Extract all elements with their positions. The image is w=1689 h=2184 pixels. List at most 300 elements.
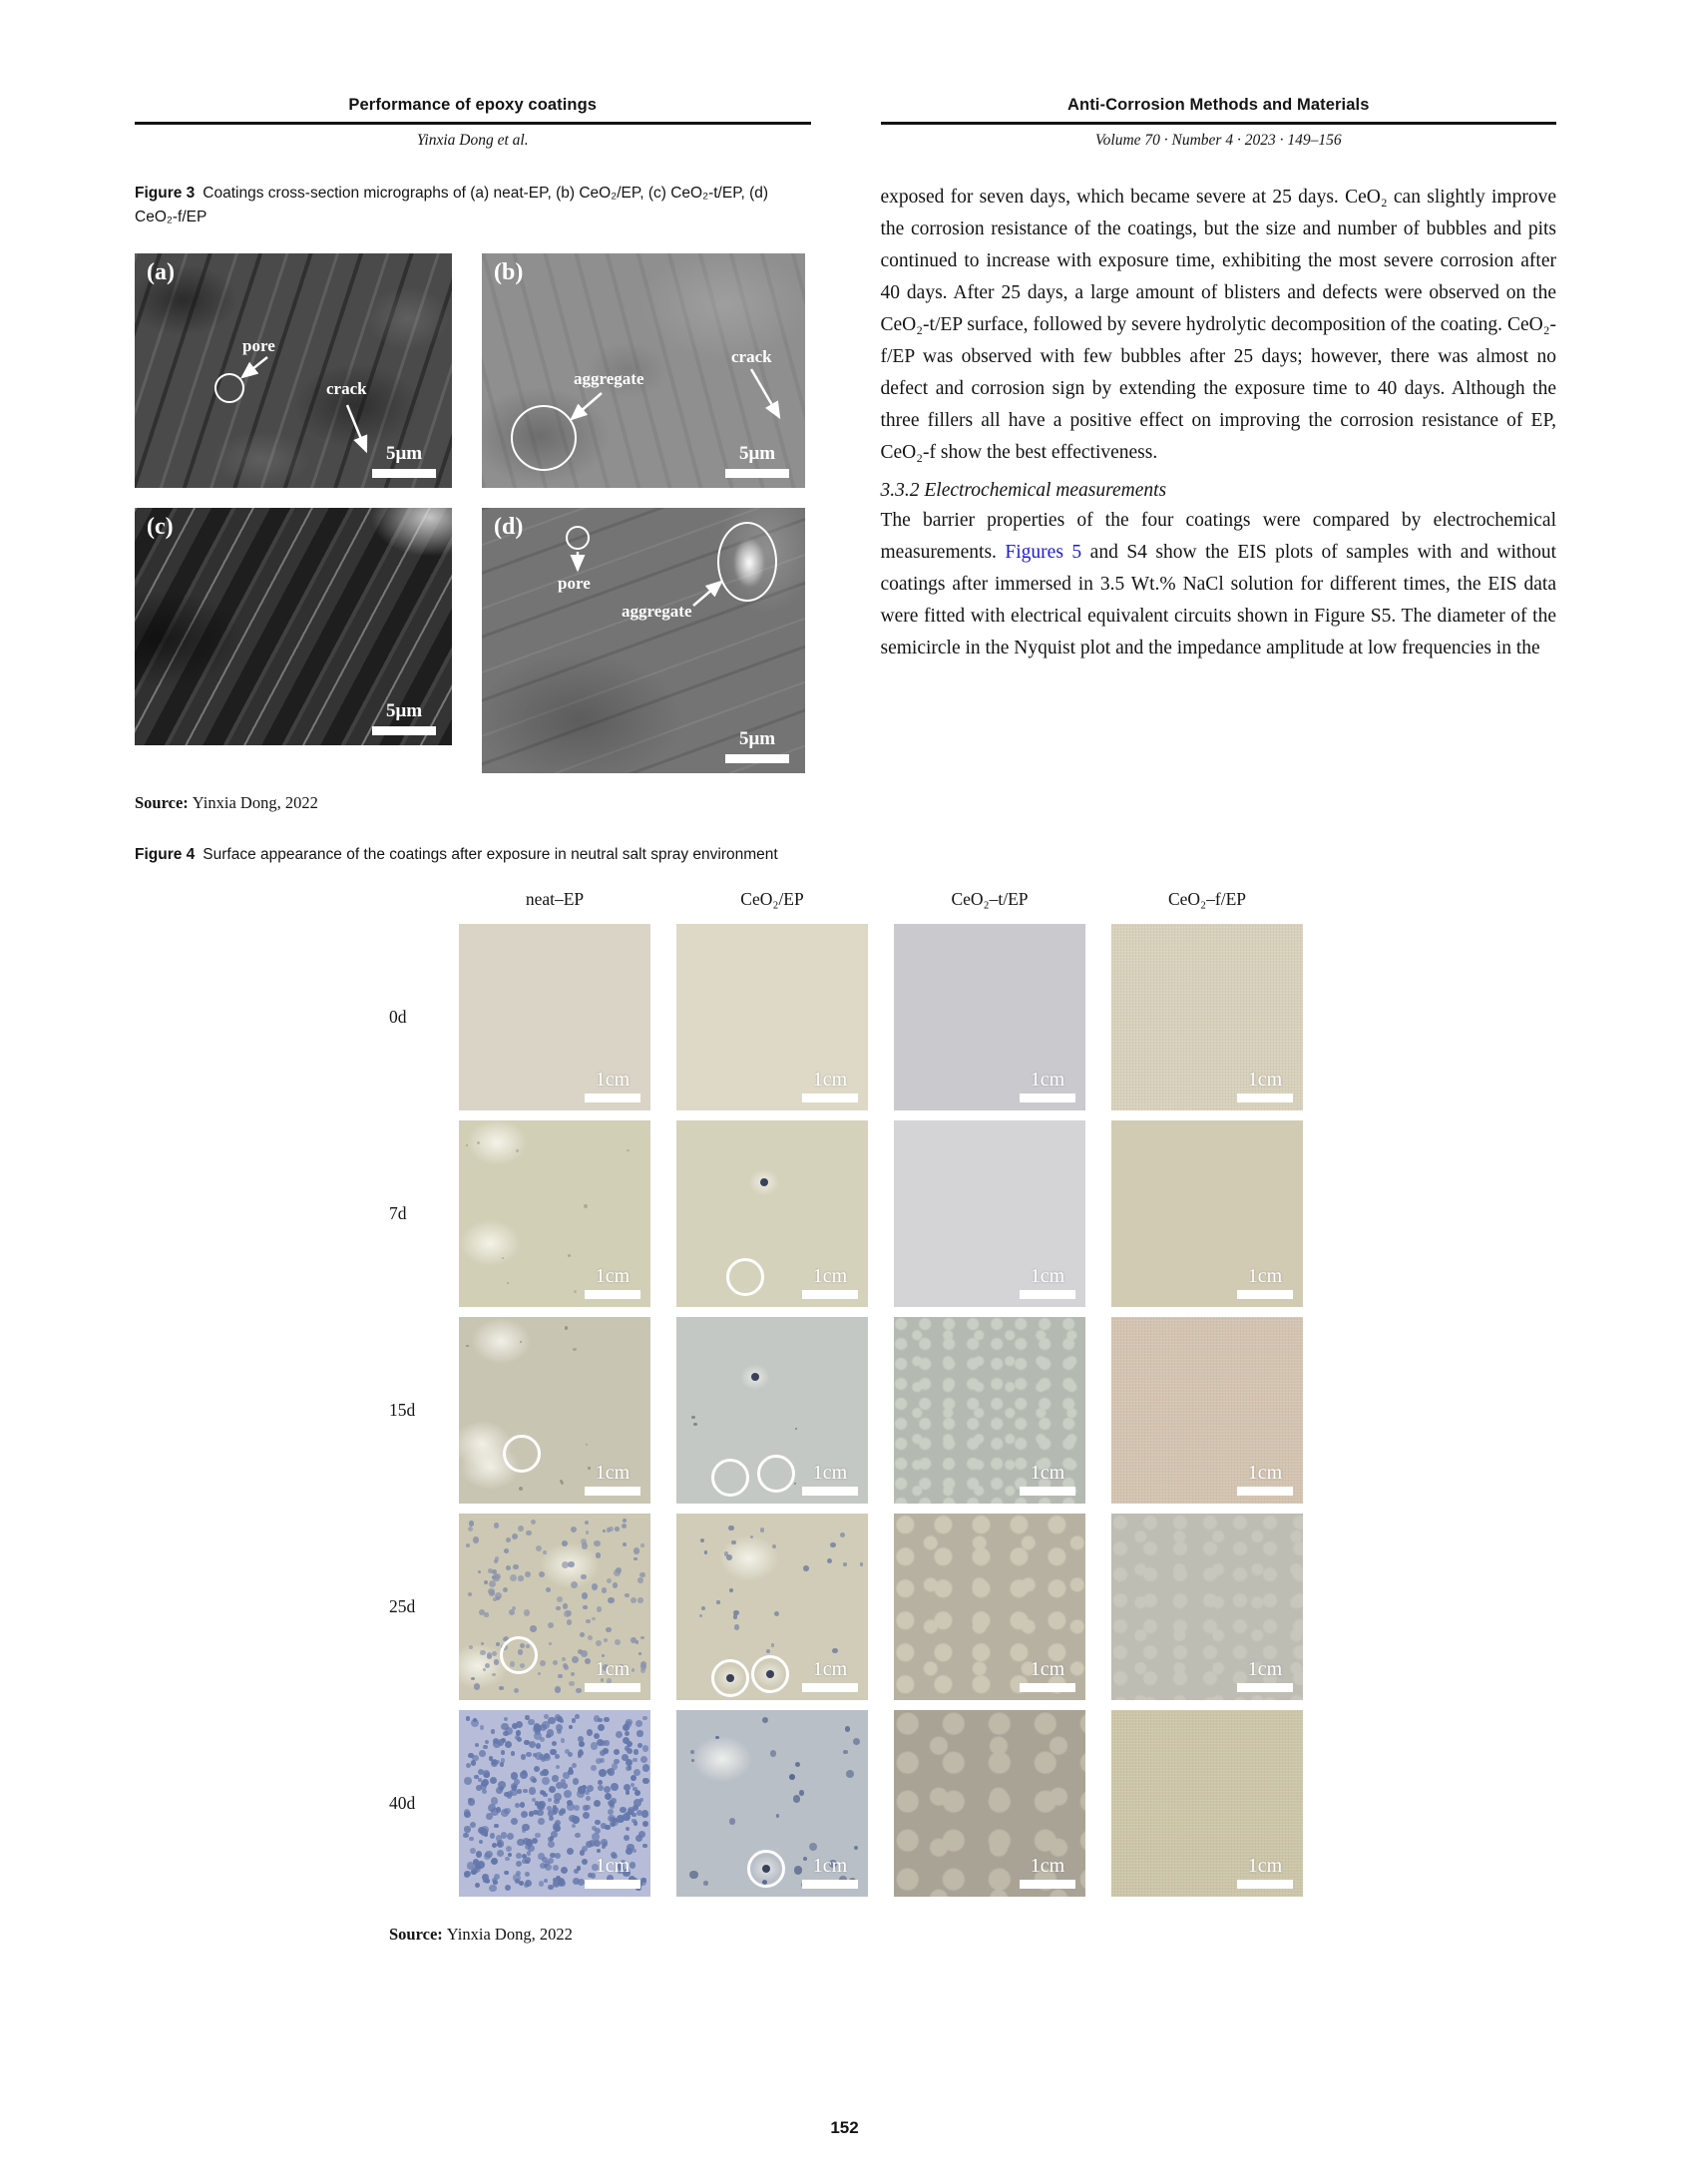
blister-dot [602, 1587, 607, 1592]
blister-dot [549, 1642, 552, 1645]
blister-dot [699, 1614, 702, 1617]
cell-scale-bar [1020, 1070, 1075, 1102]
blister-dot [552, 1775, 558, 1781]
scale-bar-a [372, 443, 436, 478]
blister-dot [576, 1688, 582, 1694]
scale-bar-c [372, 700, 436, 735]
blister-dot [602, 1845, 606, 1849]
blister-dot [494, 1659, 500, 1665]
blister-dot [512, 1606, 516, 1610]
blister-dot [475, 1864, 481, 1870]
blister-dot [470, 1822, 476, 1828]
fig4-cell-7d-col3 [894, 1120, 1085, 1307]
blister-dot [490, 1833, 496, 1839]
blister-dot [504, 1717, 508, 1721]
fig4-cell-7d-col1 [459, 1120, 650, 1307]
cell-scale-label: 1cm [595, 1069, 631, 1092]
cell-scale-rule [802, 1093, 858, 1102]
blister-dot [583, 1805, 589, 1811]
scale-rule-c [372, 726, 436, 735]
blister-dot [489, 1885, 497, 1893]
blister-dot [566, 1610, 572, 1616]
blister-dot [525, 1880, 532, 1887]
fig4-column-headers [459, 889, 1556, 910]
blister-dot [637, 1577, 643, 1583]
blister-dot [548, 1798, 552, 1802]
blister-dot [632, 1819, 636, 1824]
blister-dot [475, 1883, 480, 1888]
pore-annotation: pore [242, 336, 275, 356]
blister-dot [489, 1580, 496, 1587]
blister-dot [483, 1745, 488, 1750]
blister-dot [557, 1596, 563, 1602]
blister-dot [637, 1597, 643, 1603]
blister-dot [625, 1721, 632, 1728]
blister-dot [772, 1544, 776, 1548]
section-heading-3-3-2: 3.3.2 Electrochemical measurements [880, 480, 1167, 501]
blister-dot [642, 1745, 648, 1751]
blister-dot [524, 1609, 530, 1615]
blister-dot [700, 1538, 704, 1542]
blister-dot [691, 1416, 694, 1419]
fig4-cell-25d-col3 [894, 1514, 1085, 1700]
figure4-caption [135, 843, 1556, 867]
blister-dot [770, 1750, 776, 1756]
blister-dot [592, 1583, 599, 1590]
blister-dot [506, 1565, 511, 1570]
fig4-row-40d [389, 1710, 1556, 1897]
blister-dot [716, 1600, 719, 1603]
blister-dot [525, 1715, 529, 1719]
cell-scale-bar [802, 1266, 858, 1299]
sem-micrograph-a [135, 253, 452, 488]
blister-dot [728, 1526, 733, 1530]
fig4-cell-0d-col4 [1111, 924, 1303, 1110]
aggregate-ellipse-marker [717, 522, 777, 602]
blister-dot [614, 1569, 621, 1576]
figure3-source-text: Yinxia Dong, 2022 [192, 793, 318, 813]
blister-dot [466, 1716, 470, 1720]
blister-dot [518, 1526, 525, 1532]
author-line: Yinxia Dong et al. [416, 132, 529, 149]
blister-dot [494, 1824, 499, 1829]
blister-dot [638, 1831, 645, 1838]
cell-scale-rule [802, 1683, 858, 1692]
blister-dot [540, 1771, 545, 1776]
blister-dot [573, 1348, 577, 1352]
blister-dot [540, 1660, 546, 1666]
blister-dot [642, 1844, 646, 1848]
blister-dot [483, 1879, 487, 1883]
blister-dot [556, 1606, 561, 1611]
blister-dot [488, 1804, 496, 1812]
pore-circle-marker [214, 373, 244, 403]
cell-scale-rule [1237, 1880, 1293, 1889]
blister-dot [605, 1793, 612, 1800]
blister-dot [498, 1781, 506, 1789]
fig4-cell-7d-col4 [1111, 1120, 1303, 1307]
cell-scale-bar [802, 1070, 858, 1102]
blister-dot [555, 1820, 561, 1826]
blister-dot [491, 1797, 499, 1805]
blister-dot [626, 1766, 632, 1772]
blister-dot [642, 1716, 647, 1721]
figure4-label: Figure 4 [135, 846, 196, 864]
blister-dot [468, 1527, 473, 1531]
cell-scale-rule [1237, 1290, 1293, 1299]
blister-dot [625, 1731, 630, 1736]
blister-dot [635, 1720, 642, 1727]
fig4-row-15d [389, 1317, 1556, 1504]
blister-dot [554, 1793, 562, 1801]
blister-dot [562, 1540, 568, 1546]
blister-dot [568, 1561, 575, 1568]
blister-dot [498, 1739, 504, 1745]
blister-dot [591, 1765, 597, 1771]
blister-dot [506, 1537, 511, 1542]
blister-dot [604, 1717, 609, 1722]
blister-dot [544, 1879, 548, 1883]
blister-dot [548, 1717, 555, 1724]
blister-dot [612, 1763, 619, 1770]
blister-dot [623, 1542, 627, 1546]
blister-dot [562, 1561, 569, 1568]
blister-dot [485, 1740, 489, 1744]
blister-dot [762, 1717, 768, 1723]
blister-dot [513, 1564, 519, 1570]
blister-dot [563, 1772, 569, 1778]
blister-dot [553, 1805, 558, 1810]
blister-dot [704, 1550, 707, 1553]
cell-scale-label: 1cm [1247, 1855, 1283, 1878]
blister-dot [563, 1603, 569, 1609]
blister-dot [505, 1857, 509, 1861]
figure5-link[interactable]: Figures 5 [1005, 542, 1082, 563]
figure3-caption-text: Coatings cross-section micrographs of (a) neat-EP, (b) CeO₂/EP, (c) CeO₂-t/EP, (d) CeO₂-f/EP [135, 185, 769, 226]
blister-dot [579, 1741, 585, 1747]
cell-scale-label: 1cm [1247, 1069, 1283, 1092]
blister-dot [620, 1807, 627, 1814]
page-number: 152 [830, 2118, 859, 2137]
blister-dot [562, 1809, 566, 1813]
blister-dot [803, 1565, 809, 1571]
figure4-source-label: Source: [389, 1925, 443, 1945]
blister-dot [558, 1674, 562, 1678]
cell-scale-bar [1237, 1856, 1293, 1889]
cell-scale-rule [1237, 1683, 1293, 1692]
blister-dot [520, 1802, 525, 1807]
blister-dot [516, 1861, 522, 1867]
blister-dot [548, 1885, 553, 1890]
cell-scale-bar [802, 1659, 858, 1692]
fig4-cell-40d-col1 [459, 1710, 650, 1897]
blister-dot [640, 1664, 646, 1670]
fig4-cell-15d-col3 [894, 1317, 1085, 1504]
blister-dot [564, 1665, 569, 1670]
blister-dot [615, 1639, 621, 1645]
blister-dot [609, 1527, 614, 1531]
blister-dot [636, 1730, 642, 1736]
blister-dot [491, 1858, 498, 1865]
blister-dot [592, 1833, 600, 1841]
cell-scale-bar [1020, 1463, 1075, 1496]
blister-dot [473, 1536, 480, 1543]
blister-dot [487, 1652, 492, 1657]
blister-dot [572, 1718, 576, 1722]
volume-line: Volume 70 · Number 4 · 2023 · 149–156 [1094, 132, 1342, 149]
blister-dot [471, 1719, 479, 1727]
blister-dot [578, 1750, 584, 1756]
cell-scale-rule [585, 1290, 640, 1299]
blister-dot [595, 1820, 601, 1826]
blister-dot [557, 1729, 562, 1734]
blister-dot [519, 1487, 523, 1491]
defect-circle-marker [503, 1435, 541, 1473]
fig4-cell-40d-col2 [676, 1710, 868, 1897]
blister-dot [623, 1519, 627, 1523]
blister-dot [586, 1444, 588, 1446]
blister-dot [548, 1841, 555, 1848]
cell-scale-bar [585, 1856, 640, 1889]
defect-circle-marker [500, 1636, 538, 1674]
left-column [135, 182, 811, 813]
blister-dot [503, 1587, 508, 1592]
blister-dot [528, 1845, 535, 1852]
blister-dot [639, 1572, 644, 1577]
fig4-column-header-0: neat–EP [525, 889, 585, 910]
defect-circle-marker [747, 1850, 785, 1888]
blister-dot [476, 1851, 482, 1857]
cell-scale-label: 1cm [1030, 1069, 1065, 1092]
blister-dot [585, 1790, 590, 1795]
blister-dot [793, 1795, 800, 1802]
blister-dot [843, 1750, 848, 1755]
blister-dot [474, 1683, 481, 1690]
blister-dot [789, 1774, 795, 1780]
blister-dot [854, 1846, 858, 1850]
corrosion-spot [751, 1373, 759, 1381]
cell-scale-rule [802, 1290, 858, 1299]
blister-dot [603, 1748, 608, 1753]
blister-dot [475, 1743, 479, 1747]
cell-scale-bar [585, 1463, 640, 1496]
blister-dot [522, 1829, 527, 1834]
blister-dot [547, 1806, 552, 1811]
blister-dot [616, 1731, 623, 1738]
blister-dot [516, 1853, 522, 1859]
blister-dot [464, 1826, 470, 1832]
blister-dot [471, 1677, 474, 1680]
blister-dot [701, 1606, 705, 1610]
aggregate-annotation-d: aggregate [622, 602, 692, 622]
blister-dot [516, 1149, 519, 1152]
cell-scale-label: 1cm [812, 1069, 848, 1092]
blister-dot [573, 1778, 580, 1785]
fig4-cell-25d-col1 [459, 1514, 650, 1700]
blister-dot [690, 1750, 694, 1754]
blister-dot [521, 1754, 526, 1759]
fig4-row-7d [389, 1120, 1556, 1307]
blister-dot [606, 1627, 612, 1633]
blister-dot [840, 1532, 845, 1537]
blister-dot [575, 1833, 581, 1839]
aggregate-circle-marker [511, 405, 577, 471]
cell-scale-bar [585, 1659, 640, 1692]
blister-dot [517, 1789, 522, 1794]
right-column [881, 182, 1557, 813]
fig4-cell-0d-col2 [676, 924, 868, 1110]
blister-dot [555, 1686, 562, 1693]
blister-dot [853, 1738, 860, 1745]
defect-circle-marker [711, 1659, 749, 1697]
blister-dot [560, 1480, 563, 1483]
blister-dot [515, 1735, 520, 1740]
blister-dot [614, 1749, 620, 1755]
blister-dot [729, 1818, 736, 1825]
blister-dot [572, 1824, 576, 1828]
blister-dot [598, 1780, 603, 1785]
paragraph2-post: and S4 show the EIS plots of samples with and without coatings after immersed in 3.5 Wt.% NaCl solution for different times, the EIS data were fitted with electrical equivalent circuits shown in Figure S5. The diameter of the semicircle in the Nyquist plot and the impedance amplitude at low frequencies in the [880, 542, 1556, 658]
blister-dot [549, 1786, 556, 1793]
blister-dot [501, 1750, 506, 1755]
blister-dot [466, 1763, 471, 1768]
blister-dot [505, 1741, 512, 1748]
blister-dot [464, 1809, 470, 1815]
scale-rule-b [725, 469, 789, 478]
blister-dot [613, 1582, 619, 1588]
figure3-source-label: Source: [135, 793, 189, 813]
blister-dot [463, 1833, 468, 1838]
cell-scale-bar [1020, 1266, 1075, 1299]
blister-dot [514, 1688, 519, 1693]
blister-dot [639, 1798, 643, 1802]
blister-dot [631, 1775, 637, 1782]
blister-dot [492, 1651, 497, 1656]
blister-dot [597, 1849, 601, 1853]
journal-title: Anti-Corrosion Methods and Materials [1067, 96, 1370, 114]
blister-dot [766, 1649, 770, 1653]
blister-dot [843, 1562, 847, 1566]
blister-dot [499, 1686, 503, 1690]
blister-dot [794, 1483, 796, 1485]
blister-dot [568, 1752, 573, 1757]
blister-dot [507, 1833, 514, 1840]
blister-dot [574, 1869, 579, 1874]
blister-dot [471, 1760, 477, 1766]
blister-dot [567, 1848, 574, 1855]
blister-dot [549, 1816, 554, 1821]
blister-dot [556, 1765, 560, 1769]
light-smudge [460, 1220, 520, 1266]
blister-dot [484, 1772, 490, 1778]
cell-scale-bar [802, 1856, 858, 1889]
scale-label-b: 5μm [738, 443, 776, 465]
blister-dot [598, 1718, 603, 1723]
blister-dot [635, 1640, 639, 1644]
blister-dot [860, 1562, 864, 1566]
blister-dot [795, 1762, 801, 1768]
blister-dot [529, 1787, 537, 1795]
crack-annotation-b: crack [731, 347, 772, 367]
blister-dot [534, 1766, 540, 1772]
cell-scale-rule [1020, 1683, 1075, 1692]
blister-dot [518, 1575, 523, 1580]
blister-dot [523, 1789, 527, 1793]
blister-dot [497, 1850, 504, 1857]
blister-dot [540, 1737, 545, 1742]
blister-dot [627, 1844, 633, 1851]
blister-dot [500, 1762, 505, 1767]
blister-dot [604, 1786, 611, 1793]
blister-dot [574, 1290, 577, 1293]
blister-dot [557, 1716, 563, 1722]
blister-dot [586, 1796, 591, 1801]
cell-scale-label: 1cm [812, 1265, 848, 1288]
blister-dot [482, 1789, 487, 1794]
blister-dot [585, 1521, 589, 1525]
blister-dot [581, 1650, 587, 1656]
blister-dot [574, 1805, 580, 1811]
blister-dot [555, 1754, 560, 1759]
blister-dot [567, 1619, 573, 1625]
blister-dot [610, 1817, 614, 1821]
blister-dot [492, 1760, 497, 1765]
blister-dot [526, 1752, 531, 1757]
fig4-cell-40d-col3 [894, 1710, 1085, 1897]
fig4-column-header-3: CeO₂–f/EP [1167, 889, 1247, 910]
blister-dot [555, 1853, 561, 1859]
panel-tag-a: (a) [147, 259, 175, 286]
fig4-row-25d [389, 1514, 1556, 1700]
blister-dot [543, 1793, 547, 1797]
blister-dot [548, 1622, 555, 1629]
cell-scale-rule [1237, 1093, 1293, 1102]
cell-scale-label: 1cm [595, 1265, 631, 1288]
article-short-title: Performance of epoxy coatings [348, 96, 598, 114]
scale-bar-b [725, 443, 789, 478]
blister-dot [689, 1871, 697, 1879]
cell-scale-bar [585, 1070, 640, 1102]
blister-dot [760, 1528, 764, 1531]
cell-scale-bar [585, 1266, 640, 1299]
blister-dot [535, 1833, 540, 1838]
blister-dot [511, 1818, 518, 1825]
blister-dot [734, 1624, 740, 1630]
cell-scale-bar [1237, 1659, 1293, 1692]
blister-dot [571, 1672, 576, 1677]
scale-rule-a [372, 469, 436, 478]
blister-dot [503, 1731, 509, 1737]
cell-scale-rule [585, 1880, 640, 1889]
blister-dot [529, 1741, 536, 1748]
figure3-grid [135, 253, 811, 773]
fig4-cell-7d-col2 [676, 1120, 868, 1307]
blister-dot [507, 1282, 509, 1284]
blister-dot [538, 1672, 541, 1675]
blister-dot [504, 1548, 509, 1553]
blister-dot [533, 1810, 539, 1816]
blister-dot [607, 1578, 612, 1583]
blister-dot [538, 1853, 544, 1859]
blister-dot [510, 1574, 517, 1581]
blister-dot [624, 1835, 630, 1841]
blister-dot [795, 1428, 797, 1430]
cell-scale-bar [1020, 1856, 1075, 1889]
blister-dot [569, 1815, 577, 1823]
fig4-column-header-1: CeO₂/EP [740, 889, 804, 910]
blister-dot [568, 1254, 571, 1257]
sem-micrograph-b [482, 253, 805, 488]
